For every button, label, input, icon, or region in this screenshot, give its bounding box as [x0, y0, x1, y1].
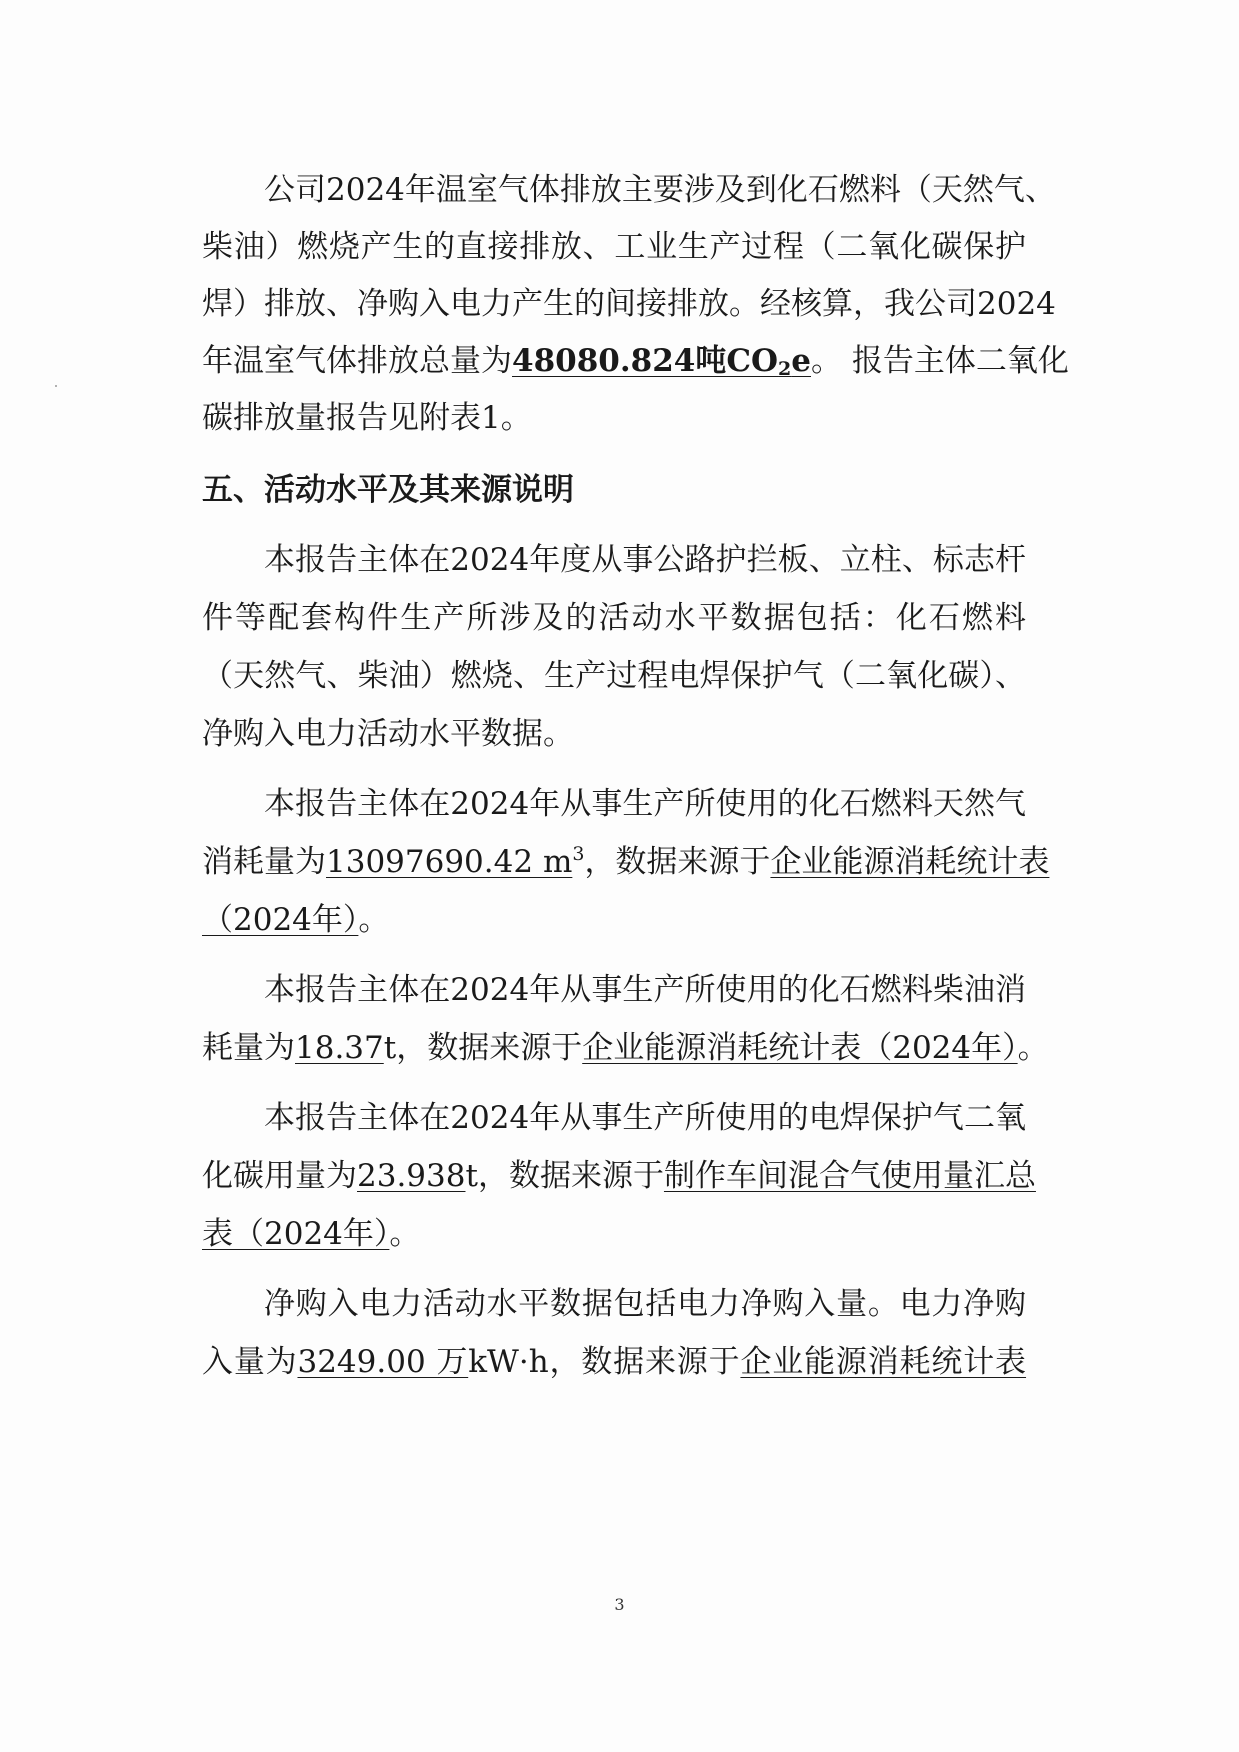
welding-co2-source-year: 表（2024年） [202, 1216, 390, 1252]
page-number: 3 [614, 1595, 625, 1614]
diesel-value: 18.37 [295, 1030, 384, 1066]
para4-line2-unit: t，数据来源于 [383, 1030, 583, 1066]
para3-line3 [202, 898, 1026, 942]
para6-line2 [202, 1340, 1026, 1384]
natural-gas-number: 13097690.42 m [326, 844, 573, 880]
para3-line2-mid: ，数据来源于 [584, 844, 771, 880]
natural-gas-source: 企业能源消耗统计表 [770, 844, 1050, 880]
para6-line2-mid: kW·h，数据来源于 [468, 1344, 741, 1380]
natural-gas-value [326, 844, 572, 880]
para2-line3: （天然气、柴油）燃烧、生产过程电焊保护气（二氧化碳）、 [202, 658, 1026, 694]
para5-line3 [202, 1212, 1026, 1256]
para5-line3-suffix: 。 [389, 1216, 421, 1252]
para3-line2-prefix: 消耗量为 [202, 844, 326, 880]
para3-line1: 本报告主体在2024年从事生产所使用的化石燃料天然气 [264, 786, 1026, 822]
para5-line2-mid: t，数据来源于 [465, 1158, 664, 1194]
para3-line3-suffix: 。 [358, 902, 390, 938]
para6-line2-prefix: 入量为 [202, 1344, 298, 1380]
electricity-value: 3249.00 万 [297, 1344, 469, 1380]
para1-line4-prefix: 年温室气体排放总量为 [202, 343, 512, 379]
para1-line1: 公司2024年温室气体排放主要涉及到化石燃料（天然气、 [264, 172, 1056, 208]
para6-line1: 净购入电力活动水平数据包括电力净购入量。电力净购 [264, 1286, 1026, 1322]
electricity-source: 企业能源消耗统计表 [740, 1344, 1027, 1380]
scan-speck [55, 385, 57, 387]
section-heading: 五、活动水平及其来源说明 [202, 472, 574, 508]
para2-line4: 净购入电力活动水平数据。 [202, 716, 574, 752]
para1-line2: 柴油）燃烧产生的直接排放、工业生产过程（二氧化碳保护 [202, 229, 1026, 265]
para1-line5: 碳排放量报告见附表1。 [202, 400, 532, 436]
para1-line3: 焊）排放、净购入电力产生的间接排放。经核算，我公司2024 [202, 286, 1056, 322]
welding-co2-source: 制作车间混合气使用量汇总 [663, 1158, 1036, 1194]
total-emissions-value [512, 343, 811, 379]
cubic-superscript: 3 [572, 843, 585, 865]
co2-subscript: 2 [778, 358, 792, 380]
para4-line1: 本报告主体在2024年从事生产所使用的化石燃料柴油消 [264, 972, 1026, 1008]
para2-line1: 本报告主体在2024年度从事公路护拦板、立柱、标志杆 [264, 542, 1026, 578]
natural-gas-source-year: （2024年） [202, 902, 359, 938]
para2-line2: 件等配套构件生产所涉及的活动水平数据包括：化石燃料 [202, 600, 1026, 636]
para5-line2 [202, 1154, 1036, 1198]
para5-line1: 本报告主体在2024年从事生产所使用的电焊保护气二氧 [264, 1100, 1026, 1136]
co2e-suffix: e [791, 343, 811, 379]
para1-line4-suffix: 。 报告主体二氧化 [811, 343, 1069, 379]
para5-line2-prefix: 化碳用量为 [202, 1158, 357, 1194]
para4-line2 [202, 1026, 1049, 1070]
diesel-source: 企业能源消耗统计表（2024年） [582, 1030, 1018, 1066]
total-emissions-number: 48080.824吨CO [512, 343, 779, 379]
para4-line2-prefix: 耗量为 [202, 1030, 295, 1066]
para3-line2 [202, 840, 1050, 884]
para4-line2-suffix: 。 [1017, 1030, 1049, 1066]
welding-co2-value: 23.938 [357, 1158, 466, 1194]
para1-line4 [202, 339, 1069, 383]
